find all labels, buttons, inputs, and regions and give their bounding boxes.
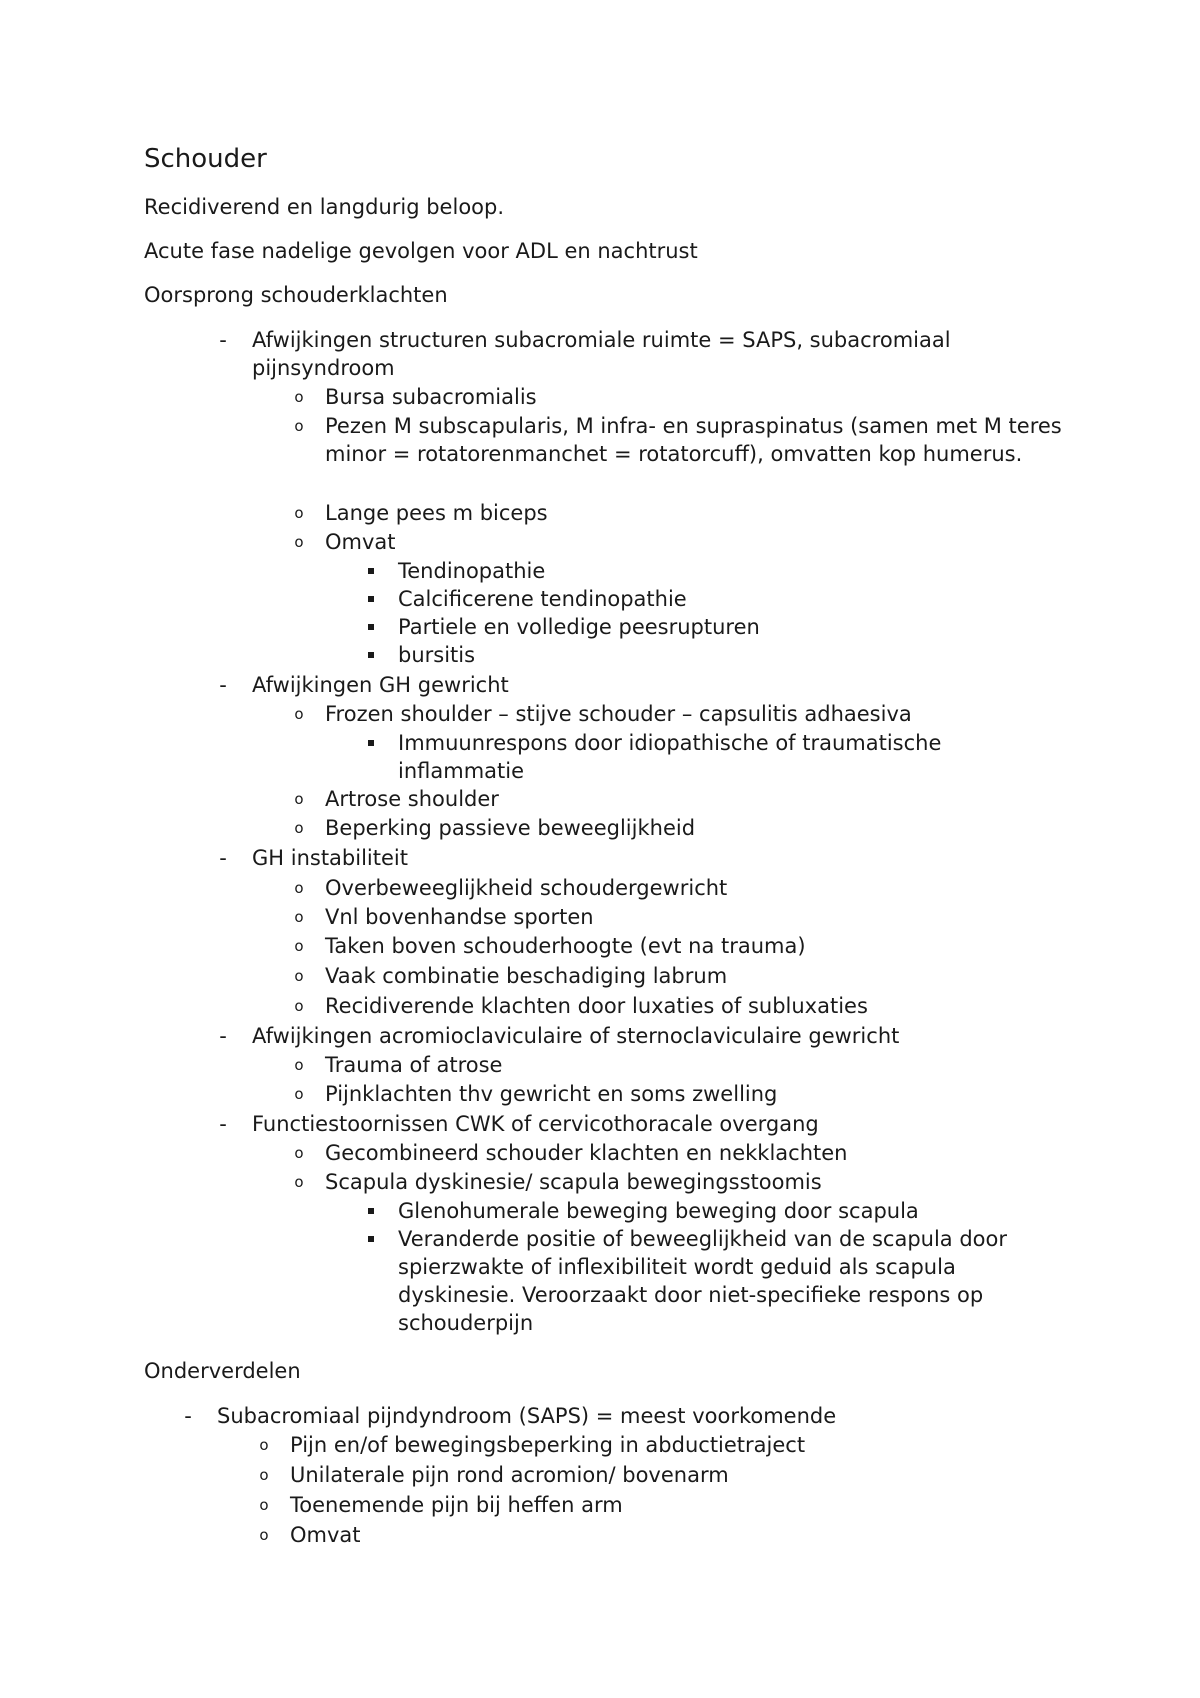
circle-bullet: o	[294, 819, 304, 837]
list-item-level3: bursitis	[398, 641, 1058, 669]
circle-bullet: o	[294, 533, 304, 551]
dash-bullet: -	[219, 846, 227, 870]
dash-bullet: -	[219, 1112, 227, 1136]
list-item-level2: o Vaak combinatie beschadiging labrum	[325, 962, 1065, 990]
list-item-level2: o Beperking passieve beweeglijkheid	[325, 814, 1065, 842]
list-item-level2: o Artrose shoulder	[325, 785, 1065, 813]
list-item-level2: o Bursa subacromialis	[325, 383, 1065, 411]
circle-bullet: o	[294, 417, 304, 435]
list-item-level2: o Unilaterale pijn rond acromion/ bovenarm	[290, 1461, 1060, 1489]
list-item-level3: Veranderde positie of beweeglijkheid van de scapula door spierzwakte of inflexibiliteit wordt geduid als scapula dyskinesie. Veroorzaakt door niet-specifieke respons op schouderpijn	[398, 1225, 1058, 1337]
intro-paragraph: Recidiverend en langdurig beloop.	[144, 195, 505, 219]
section-heading: Oorsprong schouderklachten	[144, 283, 448, 307]
list-item-level3: Immuunrespons door idiopathische of traumatische inflammatie	[398, 729, 998, 785]
list-item-level2: o Overbeweeglijkheid schoudergewricht	[325, 874, 1065, 902]
list-item-level2: o Frozen shoulder – stijve schouder – capsulitis adhaesiva	[325, 700, 1065, 728]
circle-bullet: o	[259, 1436, 269, 1454]
circle-bullet: o	[294, 790, 304, 808]
list-item-level2: o Scapula dyskinesie/ scapula bewegingsstoomis	[325, 1168, 1065, 1196]
list-item-level3: Calcificerene tendinopathie	[398, 585, 1058, 613]
circle-bullet: o	[294, 1056, 304, 1074]
circle-bullet: o	[259, 1496, 269, 1514]
circle-bullet: o	[294, 908, 304, 926]
list-item-level2: o Toenemende pijn bij heffen arm	[290, 1491, 1060, 1519]
circle-bullet: o	[294, 1144, 304, 1162]
list-item-level2: o Trauma of atrose	[325, 1051, 1065, 1079]
dash-bullet: -	[219, 673, 227, 697]
circle-bullet: o	[294, 937, 304, 955]
circle-bullet: o	[259, 1466, 269, 1484]
list-item-level2: o Omvat	[325, 528, 1065, 556]
list-item-level3: Glenohumerale beweging beweging door scapula	[398, 1197, 1058, 1225]
list-item-level2: o Pezen M subscapularis, M infra- en supraspinatus (samen met M teres minor = rotatorenmanchet = rotatorcuff), omvatten kop humerus.	[325, 412, 1065, 468]
circle-bullet: o	[294, 1173, 304, 1191]
list-item-level1: - Subacromiaal pijndyndroom (SAPS) = meest voorkomende	[217, 1402, 1037, 1430]
list-item-level3: Partiele en volledige peesrupturen	[398, 613, 1058, 641]
circle-bullet: o	[294, 997, 304, 1015]
dash-bullet: -	[219, 1024, 227, 1048]
list-item-level2: o Lange pees m biceps	[325, 499, 1065, 527]
circle-bullet: o	[294, 879, 304, 897]
list-item-level2: o Taken boven schouderhoogte (evt na trauma)	[325, 932, 1065, 960]
dash-bullet: -	[184, 1404, 192, 1428]
circle-bullet: o	[294, 388, 304, 406]
list-item-level1: - Afwijkingen acromioclaviculaire of sternoclaviculaire gewricht	[252, 1022, 1042, 1050]
circle-bullet: o	[294, 705, 304, 723]
list-item-level2: o Pijnklachten thv gewricht en soms zwelling	[325, 1080, 1065, 1108]
circle-bullet: o	[294, 504, 304, 522]
circle-bullet: o	[294, 967, 304, 985]
list-item-level1: - Functiestoornissen CWK of cervicothoracale overgang	[252, 1110, 1042, 1138]
list-item-level1: - Afwijkingen GH gewricht	[252, 671, 1042, 699]
list-item-level2: o Omvat	[290, 1521, 1060, 1549]
dash-bullet: -	[219, 328, 227, 352]
circle-bullet: o	[294, 1085, 304, 1103]
list-item-level3: Tendinopathie	[398, 557, 1058, 585]
circle-bullet: o	[259, 1526, 269, 1544]
intro-paragraph: Acute fase nadelige gevolgen voor ADL en nachtrust	[144, 239, 698, 263]
list-item-level1: - Afwijkingen structuren subacromiale ruimte = SAPS, subacromiaal pijnsyndroom	[252, 326, 1042, 382]
list-item-level1: - GH instabiliteit	[252, 844, 1042, 872]
list-item-level2: o Pijn en/of bewegingsbeperking in abductietraject	[290, 1431, 1060, 1459]
list-item-level2: o Vnl bovenhandse sporten	[325, 903, 1065, 931]
page-title: Schouder	[144, 144, 267, 174]
section-heading: Onderverdelen	[144, 1359, 301, 1383]
list-item-level2: o Recidiverende klachten door luxaties of subluxaties	[325, 992, 1065, 1020]
list-item-level2: o Gecombineerd schouder klachten en nekklachten	[325, 1139, 1065, 1167]
